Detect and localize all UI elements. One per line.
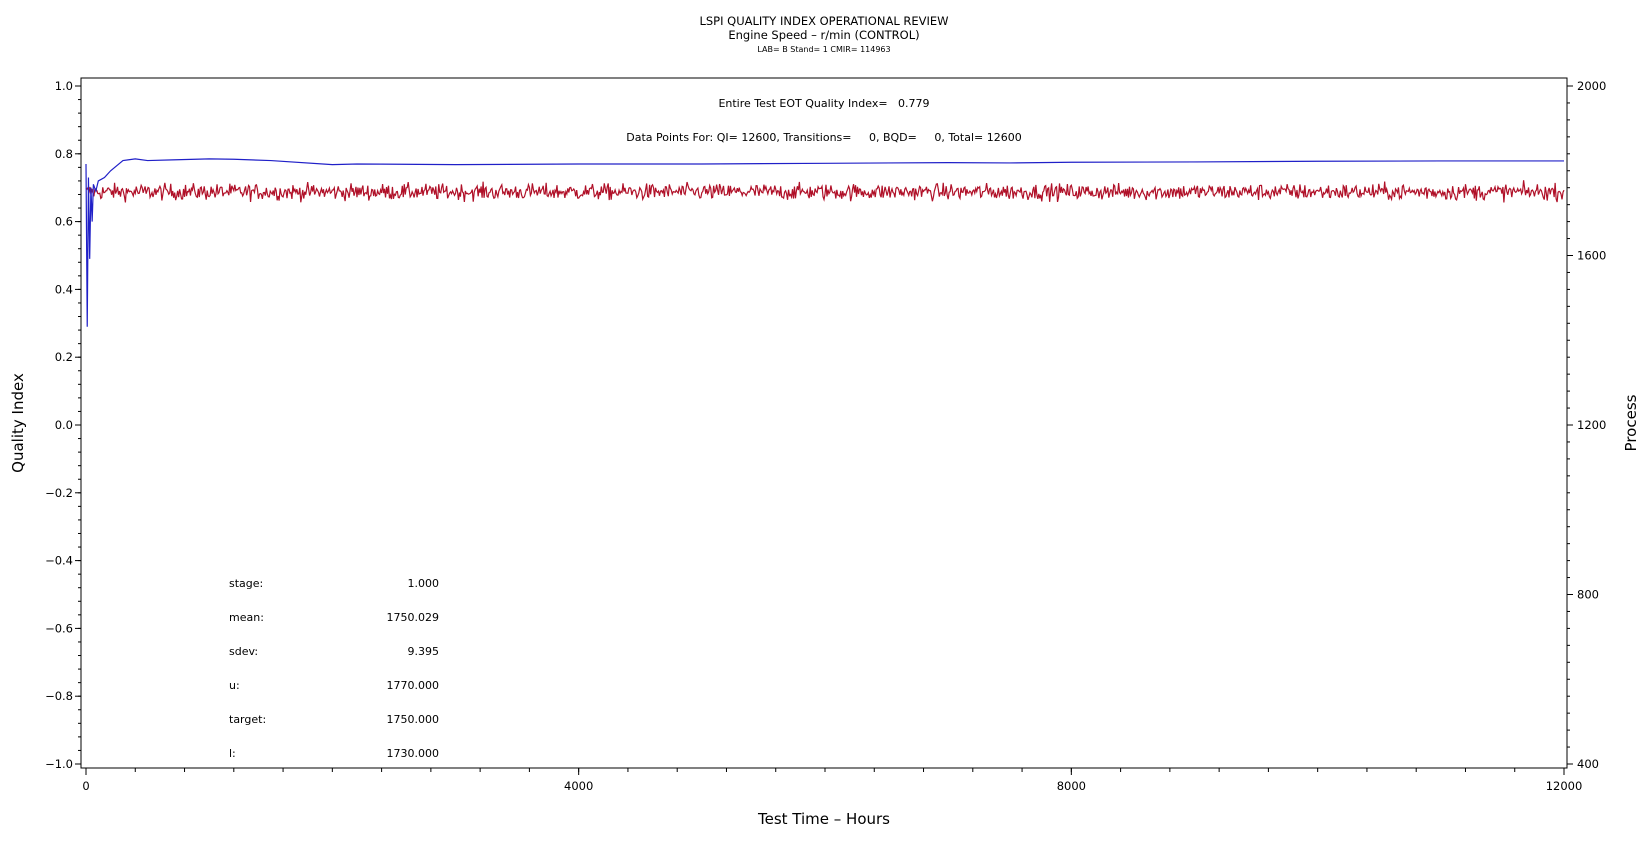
y-left-tick-label: 0.2 <box>54 350 73 365</box>
y-right-tick-label: 2000 <box>1577 79 1607 93</box>
stat-value: 1750.029 <box>386 611 439 624</box>
y-axis-right-label: Process <box>1622 394 1640 452</box>
y-left-tick-label: 0.4 <box>54 282 73 297</box>
x-tick-label: 4000 <box>564 779 594 793</box>
annotation-data-points: Data Points For: QI= 12600, Transitions= 0, BQD= 0, Total= 12600 <box>626 131 1022 144</box>
stat-value: 1750.000 <box>386 713 439 726</box>
y-left-tick-label: 0.8 <box>54 146 73 161</box>
stat-label: l: <box>229 747 236 760</box>
chart-subsubtitle: LAB= B Stand= 1 CMIR= 114963 <box>757 45 891 54</box>
y-left-tick-label: −0.2 <box>45 485 73 500</box>
stat-value: 9.395 <box>407 645 439 658</box>
y-left-tick-label: 1.0 <box>54 79 73 93</box>
y-left-tick-label: 0.6 <box>54 214 73 229</box>
chart-subtitle: Engine Speed – r/min (CONTROL) <box>728 28 920 42</box>
y-right-tick-label: 400 <box>1577 757 1599 771</box>
y-right-tick-label: 1600 <box>1577 248 1607 263</box>
stat-label: sdev: <box>229 645 259 658</box>
series-process <box>86 180 1564 202</box>
y-right-tick-label: 1200 <box>1577 418 1607 432</box>
x-tick-label: 0 <box>82 779 90 793</box>
chart-title: LSPI QUALITY INDEX OPERATIONAL REVIEW <box>699 14 949 28</box>
y-axis-left-label: Quality Index <box>9 373 27 473</box>
y-left-tick-label: −0.4 <box>45 553 73 568</box>
stats-block <box>229 577 439 760</box>
process-line <box>86 180 1564 202</box>
y-left-tick-label: −1.0 <box>45 757 73 771</box>
stat-value: 1770.000 <box>386 679 439 692</box>
stat-value: 1.000 <box>407 577 439 590</box>
y-left-tick-label: −0.8 <box>45 689 73 704</box>
y-left-tick-label: 0.0 <box>54 418 73 432</box>
plot-area-frame <box>81 78 1567 768</box>
y-left-tick-label: −0.6 <box>45 621 73 636</box>
stat-value: 1730.000 <box>386 747 439 760</box>
stat-label: target: <box>229 713 267 726</box>
x-tick-label: 8000 <box>1056 779 1086 793</box>
stat-label: mean: <box>229 611 264 624</box>
y-right-tick-label: 800 <box>1577 587 1599 602</box>
x-axis-label: Test Time – Hours <box>758 810 890 828</box>
stat-label: stage: <box>229 577 264 590</box>
annotation-eot-qi: Entire Test EOT Quality Index= 0.779 <box>718 97 930 110</box>
stat-label: u: <box>229 679 240 692</box>
x-tick-label: 12000 <box>1545 779 1583 793</box>
